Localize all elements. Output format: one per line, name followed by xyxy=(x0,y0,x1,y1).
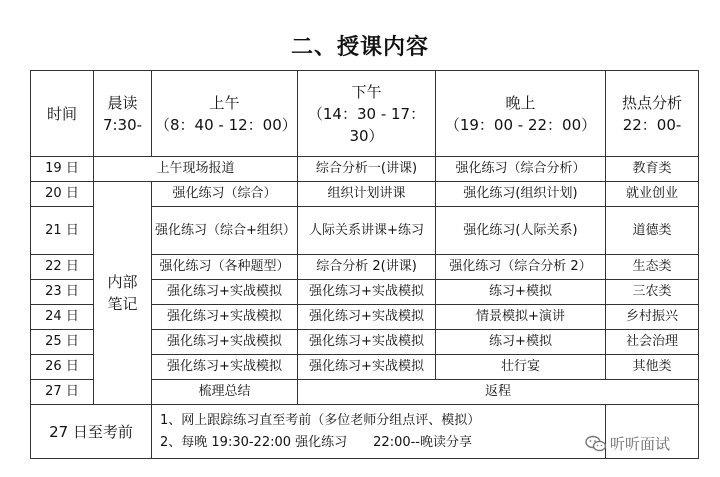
eve-cell: 练习+模拟 xyxy=(436,330,606,355)
table-row xyxy=(31,182,699,207)
eve-cell: 强化练习(组织计划) xyxy=(436,182,606,207)
wechat-icon xyxy=(585,435,607,453)
am-cell: 强化练习+实战模拟 xyxy=(152,305,298,330)
pm-cell: 人际关系讲课+练习 xyxy=(298,207,436,255)
header-morning-read: 晨读 7:30- xyxy=(94,71,152,157)
am-cell: 强化练习（各种题型） xyxy=(152,255,298,280)
footer-label: 27 日至考前 xyxy=(31,405,152,459)
hot-cell: 教育类 xyxy=(606,157,699,182)
day-cell: 27 日 xyxy=(31,380,94,405)
watermark-text: 听听面试 xyxy=(610,435,671,453)
header-row xyxy=(31,71,699,157)
am-cell: 上午现场报道 xyxy=(94,157,298,182)
hot-cell: 道德类 xyxy=(606,207,699,255)
am-cell: 强化练习+实战模拟 xyxy=(152,330,298,355)
watermark xyxy=(585,433,670,454)
pm-cell: 组织计划讲课 xyxy=(298,182,436,207)
hot-cell: 乡村振兴 xyxy=(606,305,699,330)
eve-cell: 强化练习（综合分析 2） xyxy=(436,255,606,280)
day-cell: 21 日 xyxy=(31,207,94,255)
header-hot: 热点分析 22：00- xyxy=(606,71,699,157)
eve-cell: 壮行宴 xyxy=(436,355,606,380)
day-cell: 24 日 xyxy=(31,305,94,330)
hot-cell: 生态类 xyxy=(606,255,699,280)
schedule-table xyxy=(30,70,699,459)
header-am: 上午 （8：40 - 12：00） xyxy=(152,71,298,157)
merged-notes-cell: 内部 笔记 xyxy=(94,182,152,405)
hot-cell: 就业创业 xyxy=(606,182,699,207)
return-cell: 返程 xyxy=(298,380,699,405)
page-title: 二、授课内容 xyxy=(290,35,429,60)
footer-notes xyxy=(152,405,606,459)
hot-cell: 其他类 xyxy=(606,355,699,380)
eve-cell: 强化练习（综合分析） xyxy=(436,157,606,182)
pm-cell: 强化练习+实战模拟 xyxy=(298,305,436,330)
am-cell: 强化练习（综合） xyxy=(152,182,298,207)
pm-cell: 综合分析 2(讲课) xyxy=(298,255,436,280)
day-cell: 19 日 xyxy=(31,157,94,182)
day-cell: 26 日 xyxy=(31,355,94,380)
pm-cell: 强化练习+实战模拟 xyxy=(298,330,436,355)
am-cell: 强化练习+实战模拟 xyxy=(152,280,298,305)
eve-cell: 情景模拟+演讲 xyxy=(436,305,606,330)
day-cell: 25 日 xyxy=(31,330,94,355)
eve-cell: 练习+模拟 xyxy=(436,280,606,305)
pm-cell: 强化练习+实战模拟 xyxy=(298,280,436,305)
note-line-1: 1、网上跟踪练习直至考前（多位老师分组点评、模拟） xyxy=(160,412,481,428)
am-cell: 梳理总结 xyxy=(152,380,298,405)
day-cell: 23 日 xyxy=(31,280,94,305)
table-row xyxy=(31,157,699,182)
hot-cell: 三农类 xyxy=(606,280,699,305)
pm-cell: 综合分析一(讲课) xyxy=(298,157,436,182)
day-cell: 20 日 xyxy=(31,182,94,207)
eve-cell: 强化练习(人际关系) xyxy=(436,207,606,255)
header-time: 时间 xyxy=(31,71,94,157)
header-eve: 晚上 （19：00 - 22：00） xyxy=(436,71,606,157)
note-line-2: 2、每晚 19:30-22:00 强化练习 22:00--晚读分享 xyxy=(160,434,473,450)
header-pm: 下午 （14：30 - 17： 30） xyxy=(298,71,436,157)
am-cell: 强化练习（综合+组织） xyxy=(152,207,298,255)
day-cell: 22 日 xyxy=(31,255,94,280)
hot-cell: 社会治理 xyxy=(606,330,699,355)
pm-cell: 强化练习+实战模拟 xyxy=(298,355,436,380)
am-cell: 强化练习+实战模拟 xyxy=(152,355,298,380)
